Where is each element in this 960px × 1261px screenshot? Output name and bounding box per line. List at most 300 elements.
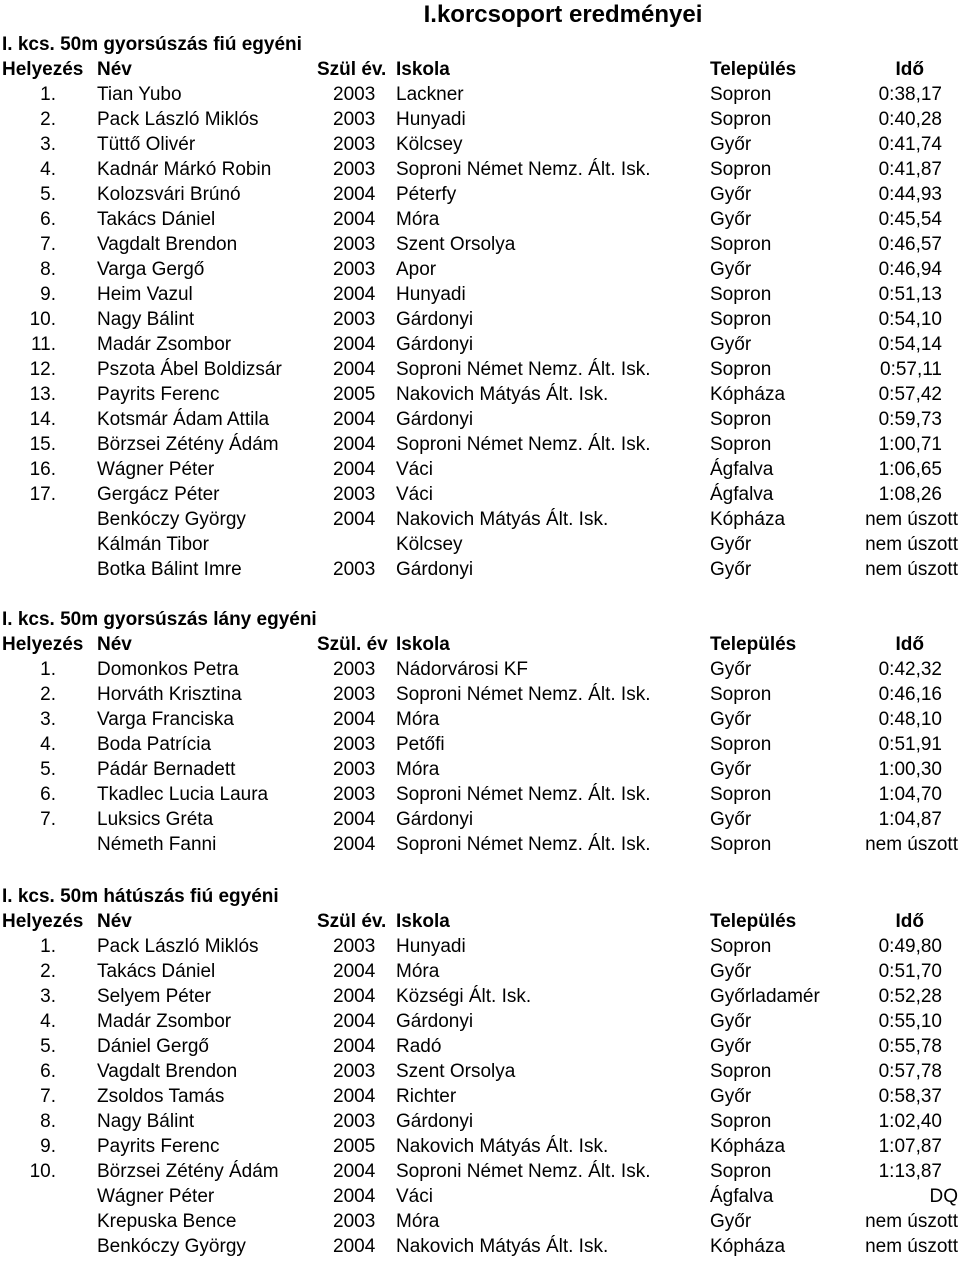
cell-time: 0:42,32 bbox=[878, 659, 942, 680]
cell-school: Nakovich Mátyás Ált. Isk. bbox=[396, 1236, 609, 1257]
cell-time: 0:46,57 bbox=[878, 234, 942, 255]
cell-time: 0:40,28 bbox=[878, 109, 942, 130]
table-row bbox=[0, 1234, 960, 1259]
cell-town: Sopron bbox=[710, 359, 772, 380]
header-pos: Helyezés bbox=[2, 634, 84, 655]
cell-pos: 7. bbox=[40, 809, 56, 830]
cell-town: Ágfalva bbox=[710, 484, 774, 505]
cell-school: Kölcsey bbox=[396, 534, 463, 555]
cell-time: nem úszott bbox=[865, 1236, 958, 1257]
cell-year: 2003 bbox=[333, 84, 376, 105]
cell-year: 2004 bbox=[333, 961, 376, 982]
cell-town: Ágfalva bbox=[710, 459, 774, 480]
cell-name: Pszota Ábel Boldizsár bbox=[97, 359, 282, 380]
table-header-row bbox=[0, 57, 960, 82]
cell-school: Radó bbox=[396, 1036, 442, 1057]
cell-school: Kölcsey bbox=[396, 134, 463, 155]
cell-time: 0:57,11 bbox=[880, 359, 942, 380]
cell-name: Kotsmár Ádam Attila bbox=[97, 409, 270, 430]
cell-town: Győr bbox=[710, 759, 752, 780]
cell-name: Kolozsvári Brúnó bbox=[97, 184, 241, 205]
cell-time: nem úszott bbox=[865, 1211, 958, 1232]
cell-pos: 1. bbox=[40, 84, 56, 105]
cell-pos: 4. bbox=[40, 1011, 56, 1032]
table-row bbox=[0, 332, 960, 357]
table-header-row bbox=[0, 909, 960, 934]
header-pos: Helyezés bbox=[2, 911, 84, 932]
cell-name: Varga Gergő bbox=[97, 259, 205, 280]
cell-pos: 6. bbox=[40, 209, 56, 230]
table-row bbox=[0, 482, 960, 507]
cell-name: Kálmán Tibor bbox=[97, 534, 209, 555]
cell-year: 2003 bbox=[333, 484, 376, 505]
cell-name: Vagdalt Brendon bbox=[97, 1061, 238, 1082]
cell-time: 0:59,73 bbox=[878, 409, 942, 430]
results-section bbox=[0, 607, 960, 857]
cell-time: 0:52,28 bbox=[878, 986, 942, 1007]
cell-school: Lackner bbox=[396, 84, 464, 105]
cell-name: Payrits Ferenc bbox=[97, 384, 220, 405]
header-name: Név bbox=[97, 911, 132, 932]
table-row bbox=[0, 1009, 960, 1034]
cell-pos: 1. bbox=[40, 659, 56, 680]
cell-town: Sopron bbox=[710, 784, 772, 805]
section-title: I. kcs. 50m gyorsúszás lány egyéni bbox=[2, 609, 317, 630]
cell-town: Sopron bbox=[710, 84, 772, 105]
cell-name: Pádár Bernadett bbox=[97, 759, 236, 780]
cell-name: Tkadlec Lucia Laura bbox=[97, 784, 269, 805]
cell-school: Soproni Német Nemz. Ált. Isk. bbox=[396, 1161, 651, 1182]
table-row bbox=[0, 934, 960, 959]
cell-pos: 7. bbox=[40, 1086, 56, 1107]
cell-school: Gárdonyi bbox=[396, 334, 474, 355]
cell-town: Győr bbox=[710, 259, 752, 280]
header-town: Település bbox=[710, 634, 797, 655]
cell-year: 2003 bbox=[333, 1211, 376, 1232]
table-row bbox=[0, 1159, 960, 1184]
header-town: Település bbox=[710, 911, 797, 932]
cell-year: 2004 bbox=[333, 209, 376, 230]
cell-school: Soproni Német Nemz. Ált. Isk. bbox=[396, 834, 651, 855]
cell-pos: 2. bbox=[40, 109, 56, 130]
cell-school: Móra bbox=[396, 709, 440, 730]
cell-pos: 1. bbox=[40, 936, 56, 957]
table-row bbox=[0, 1109, 960, 1134]
header-year: Szül év. bbox=[317, 911, 387, 932]
cell-year: 2004 bbox=[333, 834, 376, 855]
cell-year: 2003 bbox=[333, 159, 376, 180]
cell-name: Tüttő Olivér bbox=[97, 134, 196, 155]
cell-town: Kópháza bbox=[710, 1136, 786, 1157]
cell-school: Gárdonyi bbox=[396, 309, 474, 330]
cell-town: Győr bbox=[710, 709, 752, 730]
table-row bbox=[0, 82, 960, 107]
cell-time: 0:57,78 bbox=[878, 1061, 942, 1082]
cell-year: 2004 bbox=[333, 1036, 376, 1057]
cell-pos: 16. bbox=[29, 459, 56, 480]
cell-town: Sopron bbox=[710, 684, 772, 705]
table-row bbox=[0, 959, 960, 984]
cell-school: Móra bbox=[396, 759, 440, 780]
cell-school: Richter bbox=[396, 1086, 457, 1107]
cell-town: Győr bbox=[710, 559, 752, 580]
cell-name: Wágner Péter bbox=[97, 459, 215, 480]
table-row bbox=[0, 832, 960, 857]
cell-time: 1:07,87 bbox=[878, 1136, 942, 1157]
cell-school: Hunyadi bbox=[396, 284, 466, 305]
cell-year: 2003 bbox=[333, 1111, 376, 1132]
cell-pos: 14. bbox=[29, 409, 56, 430]
cell-time: 1:04,87 bbox=[878, 809, 942, 830]
table-row bbox=[0, 182, 960, 207]
cell-year: 2003 bbox=[333, 1061, 376, 1082]
cell-name: Tian Yubo bbox=[97, 84, 182, 105]
table-row bbox=[0, 984, 960, 1009]
cell-name: Luksics Gréta bbox=[97, 809, 214, 830]
cell-town: Sopron bbox=[710, 284, 772, 305]
table-row bbox=[0, 457, 960, 482]
cell-name: Boda Patrícia bbox=[97, 734, 212, 755]
cell-pos: 2. bbox=[40, 684, 56, 705]
cell-time: 1:00,71 bbox=[878, 434, 942, 455]
cell-pos: 15. bbox=[29, 434, 56, 455]
table-row bbox=[0, 682, 960, 707]
cell-pos: 8. bbox=[40, 259, 56, 280]
cell-town: Sopron bbox=[710, 1111, 772, 1132]
cell-time: 0:51,13 bbox=[878, 284, 942, 305]
cell-year: 2003 bbox=[333, 309, 376, 330]
cell-name: Nagy Bálint bbox=[97, 309, 195, 330]
cell-time: 1:04,70 bbox=[878, 784, 942, 805]
cell-school: Soproni Német Nemz. Ált. Isk. bbox=[396, 434, 651, 455]
cell-time: 0:41,74 bbox=[878, 134, 942, 155]
cell-time: DQ bbox=[929, 1186, 958, 1207]
cell-town: Ágfalva bbox=[710, 1186, 774, 1207]
table-row bbox=[0, 1034, 960, 1059]
cell-pos: 6. bbox=[40, 784, 56, 805]
cell-name: Wágner Péter bbox=[97, 1186, 215, 1207]
cell-school: Nádorvárosi KF bbox=[396, 659, 528, 680]
table-row bbox=[0, 357, 960, 382]
table-row bbox=[0, 207, 960, 232]
cell-name: Gergácz Péter bbox=[97, 484, 220, 505]
cell-school: Gárdonyi bbox=[396, 559, 474, 580]
cell-town: Győr bbox=[710, 961, 752, 982]
cell-school: Váci bbox=[396, 484, 433, 505]
cell-year: 2004 bbox=[333, 334, 376, 355]
table-row bbox=[0, 732, 960, 757]
table-row bbox=[0, 807, 960, 832]
cell-town: Sopron bbox=[710, 734, 772, 755]
cell-school: Móra bbox=[396, 961, 440, 982]
cell-school: Szent Orsolya bbox=[396, 1061, 516, 1082]
cell-time: 1:06,65 bbox=[878, 459, 942, 480]
cell-year: 2003 bbox=[333, 759, 376, 780]
cell-pos: 11. bbox=[30, 334, 56, 355]
cell-name: Krepuska Bence bbox=[97, 1211, 237, 1232]
cell-time: 0:45,54 bbox=[878, 209, 942, 230]
cell-time: 0:51,70 bbox=[878, 961, 942, 982]
cell-year: 2003 bbox=[333, 784, 376, 805]
table-row bbox=[0, 307, 960, 332]
cell-name: Benkóczy György bbox=[97, 1236, 246, 1257]
table-row bbox=[0, 382, 960, 407]
cell-town: Győrladamér bbox=[710, 986, 820, 1007]
cell-year: 2004 bbox=[333, 459, 376, 480]
cell-name: Börzsei Zétény Ádám bbox=[97, 434, 279, 455]
cell-pos: 10. bbox=[29, 1161, 56, 1182]
header-school: Iskola bbox=[396, 634, 450, 655]
cell-time: 0:46,16 bbox=[878, 684, 942, 705]
table-row bbox=[0, 1134, 960, 1159]
cell-pos: 10. bbox=[29, 309, 56, 330]
cell-town: Sopron bbox=[710, 1061, 772, 1082]
cell-time: 0:48,10 bbox=[878, 709, 942, 730]
cell-year: 2004 bbox=[333, 1086, 376, 1107]
cell-name: Heim Vazul bbox=[97, 284, 193, 305]
cell-school: Soproni Német Nemz. Ált. Isk. bbox=[396, 359, 651, 380]
cell-year: 2004 bbox=[333, 284, 376, 305]
cell-town: Győr bbox=[710, 1086, 752, 1107]
cell-name: Benkóczy György bbox=[97, 509, 246, 530]
cell-town: Győr bbox=[710, 534, 752, 555]
cell-school: Váci bbox=[396, 1186, 433, 1207]
cell-pos: 5. bbox=[40, 1036, 56, 1057]
cell-time: nem úszott bbox=[865, 559, 958, 580]
cell-pos: 3. bbox=[40, 986, 56, 1007]
cell-time: 1:08,26 bbox=[878, 484, 942, 505]
cell-name: Horváth Krisztina bbox=[97, 684, 242, 705]
cell-time: nem úszott bbox=[865, 509, 958, 530]
cell-school: Soproni Német Nemz. Ált. Isk. bbox=[396, 159, 651, 180]
cell-pos: 2. bbox=[40, 961, 56, 982]
cell-town: Kópháza bbox=[710, 384, 786, 405]
cell-year: 2005 bbox=[333, 1136, 376, 1157]
cell-name: Németh Fanni bbox=[97, 834, 217, 855]
cell-year: 2003 bbox=[333, 734, 376, 755]
cell-time: 0:57,42 bbox=[878, 384, 942, 405]
cell-pos: 4. bbox=[40, 159, 56, 180]
table-header-row bbox=[0, 632, 960, 657]
page-title-text: I.korcsoport eredményei bbox=[423, 1, 703, 28]
cell-town: Győr bbox=[710, 1011, 752, 1032]
section-title: I. kcs. 50m gyorsúszás fiú egyéni bbox=[2, 34, 302, 55]
table-row bbox=[0, 107, 960, 132]
cell-time: 1:02,40 bbox=[878, 1111, 942, 1132]
cell-pos: 9. bbox=[40, 284, 56, 305]
cell-year: 2003 bbox=[333, 234, 376, 255]
cell-pos: 6. bbox=[40, 1061, 56, 1082]
table-row bbox=[0, 257, 960, 282]
cell-time: 0:54,10 bbox=[878, 309, 942, 330]
cell-town: Győr bbox=[710, 809, 752, 830]
cell-town: Sopron bbox=[710, 159, 772, 180]
cell-school: Petőfi bbox=[396, 734, 445, 755]
table-row bbox=[0, 757, 960, 782]
header-pos: Helyezés bbox=[2, 59, 84, 80]
cell-year: 2003 bbox=[333, 936, 376, 957]
cell-town: Sopron bbox=[710, 936, 772, 957]
header-school: Iskola bbox=[396, 59, 450, 80]
cell-pos: 5. bbox=[40, 184, 56, 205]
cell-year: 2004 bbox=[333, 1186, 376, 1207]
cell-town: Győr bbox=[710, 659, 752, 680]
header-year: Szül. év bbox=[317, 634, 388, 655]
table-row bbox=[0, 1084, 960, 1109]
cell-year: 2004 bbox=[333, 184, 376, 205]
cell-name: Kadnár Márkó Robin bbox=[97, 159, 272, 180]
cell-year: 2004 bbox=[333, 509, 376, 530]
cell-name: Takács Dániel bbox=[97, 961, 216, 982]
table-row bbox=[0, 407, 960, 432]
cell-time: nem úszott bbox=[865, 834, 958, 855]
header-time: Idő bbox=[895, 634, 924, 655]
cell-town: Győr bbox=[710, 1036, 752, 1057]
table-row bbox=[0, 1184, 960, 1209]
cell-pos: 8. bbox=[40, 1111, 56, 1132]
cell-school: Gárdonyi bbox=[396, 409, 474, 430]
cell-year: 2003 bbox=[333, 259, 376, 280]
cell-year: 2003 bbox=[333, 134, 376, 155]
cell-town: Sopron bbox=[710, 834, 772, 855]
cell-school: Nakovich Mátyás Ált. Isk. bbox=[396, 509, 609, 530]
cell-town: Sopron bbox=[710, 109, 772, 130]
cell-town: Győr bbox=[710, 1211, 752, 1232]
cell-town: Sopron bbox=[710, 234, 772, 255]
cell-school: Soproni Német Nemz. Ált. Isk. bbox=[396, 684, 651, 705]
cell-time: 0:58,37 bbox=[878, 1086, 942, 1107]
cell-year: 2004 bbox=[333, 1011, 376, 1032]
cell-name: Domonkos Petra bbox=[97, 659, 239, 680]
table-row bbox=[0, 432, 960, 457]
cell-town: Kópháza bbox=[710, 509, 786, 530]
cell-school: Szent Orsolya bbox=[396, 234, 516, 255]
cell-name: Madár Zsombor bbox=[97, 1011, 232, 1032]
cell-year: 2004 bbox=[333, 434, 376, 455]
cell-name: Takács Dániel bbox=[97, 209, 216, 230]
cell-time: 1:00,30 bbox=[878, 759, 942, 780]
cell-name: Vagdalt Brendon bbox=[97, 234, 238, 255]
cell-school: Hunyadi bbox=[396, 936, 466, 957]
cell-time: 0:55,78 bbox=[878, 1036, 942, 1057]
cell-time: 0:46,94 bbox=[878, 259, 942, 280]
cell-town: Kópháza bbox=[710, 1236, 786, 1257]
page-title bbox=[0, 0, 960, 30]
cell-pos: 5. bbox=[40, 759, 56, 780]
cell-year: 2003 bbox=[333, 684, 376, 705]
header-name: Név bbox=[97, 634, 132, 655]
cell-school: Nakovich Mátyás Ált. Isk. bbox=[396, 1136, 609, 1157]
cell-time: 0:44,93 bbox=[878, 184, 942, 205]
cell-time: 0:54,14 bbox=[878, 334, 942, 355]
cell-pos: 7. bbox=[40, 234, 56, 255]
cell-name: Pack László Miklós bbox=[97, 109, 259, 130]
header-time: Idő bbox=[895, 59, 924, 80]
cell-pos: 3. bbox=[40, 134, 56, 155]
cell-time: 0:38,17 bbox=[878, 84, 942, 105]
cell-year: 2004 bbox=[333, 709, 376, 730]
cell-town: Győr bbox=[710, 209, 752, 230]
header-time: Idő bbox=[895, 911, 924, 932]
cell-town: Sopron bbox=[710, 434, 772, 455]
cell-name: Nagy Bálint bbox=[97, 1111, 195, 1132]
cell-school: Községi Ált. Isk. bbox=[396, 986, 532, 1007]
table-row bbox=[0, 657, 960, 682]
cell-school: Péterfy bbox=[396, 184, 457, 205]
cell-school: Hunyadi bbox=[396, 109, 466, 130]
table-row bbox=[0, 157, 960, 182]
cell-year: 2004 bbox=[333, 359, 376, 380]
cell-school: Váci bbox=[396, 459, 433, 480]
cell-town: Győr bbox=[710, 184, 752, 205]
cell-name: Börzsei Zétény Ádám bbox=[97, 1161, 279, 1182]
cell-year: 2003 bbox=[333, 109, 376, 130]
cell-school: Gárdonyi bbox=[396, 809, 474, 830]
cell-year: 2004 bbox=[333, 1236, 376, 1257]
table-row bbox=[0, 707, 960, 732]
table-row bbox=[0, 507, 960, 532]
cell-year: 2004 bbox=[333, 409, 376, 430]
table-row bbox=[0, 232, 960, 257]
cell-name: Madár Zsombor bbox=[97, 334, 232, 355]
table-row bbox=[0, 557, 960, 582]
cell-year: 2005 bbox=[333, 384, 376, 405]
cell-time: 0:55,10 bbox=[878, 1011, 942, 1032]
section-title: I. kcs. 50m hátúszás fiú egyéni bbox=[2, 886, 279, 907]
cell-time: 0:49,80 bbox=[878, 936, 942, 957]
cell-school: Nakovich Mátyás Ált. Isk. bbox=[396, 384, 609, 405]
cell-name: Botka Bálint Imre bbox=[97, 559, 242, 580]
results-section bbox=[0, 884, 960, 1259]
table-row bbox=[0, 1209, 960, 1234]
cell-school: Gárdonyi bbox=[396, 1011, 474, 1032]
cell-town: Sopron bbox=[710, 309, 772, 330]
cell-school: Gárdonyi bbox=[396, 1111, 474, 1132]
results-section bbox=[0, 32, 960, 582]
cell-pos: 3. bbox=[40, 709, 56, 730]
cell-town: Sopron bbox=[710, 409, 772, 430]
cell-pos: 17. bbox=[29, 484, 56, 505]
cell-name: Zsoldos Tamás bbox=[97, 1086, 225, 1107]
header-year: Szül év. bbox=[317, 59, 387, 80]
cell-town: Győr bbox=[710, 134, 752, 155]
cell-town: Győr bbox=[710, 334, 752, 355]
cell-school: Soproni Német Nemz. Ált. Isk. bbox=[396, 784, 651, 805]
cell-name: Pack László Miklós bbox=[97, 936, 259, 957]
cell-name: Payrits Ferenc bbox=[97, 1136, 220, 1157]
table-row bbox=[0, 532, 960, 557]
cell-name: Varga Franciska bbox=[97, 709, 234, 730]
table-row bbox=[0, 282, 960, 307]
cell-year: 2003 bbox=[333, 559, 376, 580]
table-row bbox=[0, 1059, 960, 1084]
cell-school: Móra bbox=[396, 209, 440, 230]
cell-name: Selyem Péter bbox=[97, 986, 212, 1007]
cell-year: 2004 bbox=[333, 1161, 376, 1182]
cell-pos: 9. bbox=[40, 1136, 56, 1157]
cell-pos: 12. bbox=[29, 359, 56, 380]
cell-time: nem úszott bbox=[865, 534, 958, 555]
cell-town: Sopron bbox=[710, 1161, 772, 1182]
header-town: Település bbox=[710, 59, 797, 80]
cell-pos: 4. bbox=[40, 734, 56, 755]
cell-year: 2003 bbox=[333, 659, 376, 680]
cell-name: Dániel Gergő bbox=[97, 1036, 209, 1057]
cell-time: 0:51,91 bbox=[878, 734, 942, 755]
cell-school: Móra bbox=[396, 1211, 440, 1232]
header-school: Iskola bbox=[396, 911, 450, 932]
cell-year: 2004 bbox=[333, 986, 376, 1007]
